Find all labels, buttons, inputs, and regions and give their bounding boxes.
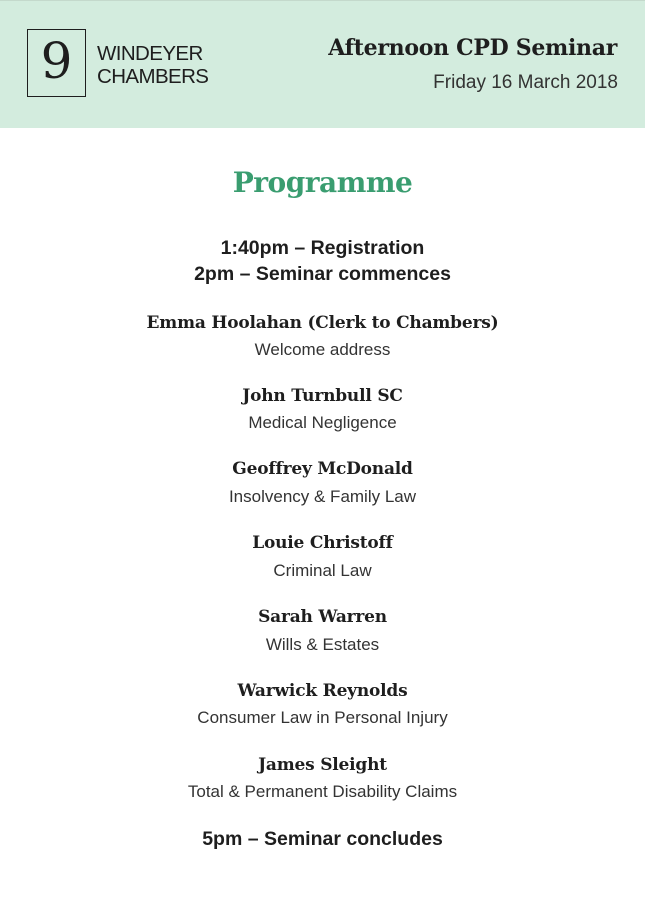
speaker-topic: Wills & Estates: [265, 635, 380, 654]
speaker-topic: Total & Permanent Disability Claims: [187, 782, 458, 801]
seminar-start-time: 2pm – Seminar commences: [194, 263, 451, 285]
speaker-topic: Criminal Law: [273, 561, 372, 580]
speaker-name: Louie Christoff: [252, 533, 393, 553]
speaker-name: Warwick Reynolds: [237, 681, 408, 701]
logo-numeral: 9: [40, 32, 73, 90]
speaker-topic: Consumer Law in Personal Injury: [197, 708, 448, 727]
speaker-name: Sarah Warren: [258, 607, 387, 627]
speaker-topic: Welcome address: [254, 340, 391, 359]
speaker-name: James Sleight: [258, 755, 387, 775]
speaker-name: Geoffrey McDonald: [232, 459, 413, 479]
header-banner: [0, 0, 645, 128]
logo-mark: [27, 29, 86, 97]
logo-line-1: WINDEYER: [97, 42, 203, 65]
registration-time: 1:40pm – Registration: [220, 237, 425, 259]
logo-wordmark: [97, 42, 208, 88]
speaker-name: Emma Hoolahan (Clerk to Chambers): [146, 313, 499, 333]
speaker-topic: Insolvency & Family Law: [228, 487, 417, 506]
logo-line-2: CHAMBERS: [97, 65, 209, 88]
speaker-name: John Turnbull SC: [242, 386, 403, 406]
programme-title: Programme: [232, 166, 413, 199]
event-date: Friday 16 March 2018: [433, 72, 618, 93]
seminar-end-time: 5pm – Seminar concludes: [202, 828, 443, 850]
event-title: Afternoon CPD Seminar: [328, 35, 617, 61]
speaker-topic: Medical Negligence: [248, 413, 397, 432]
